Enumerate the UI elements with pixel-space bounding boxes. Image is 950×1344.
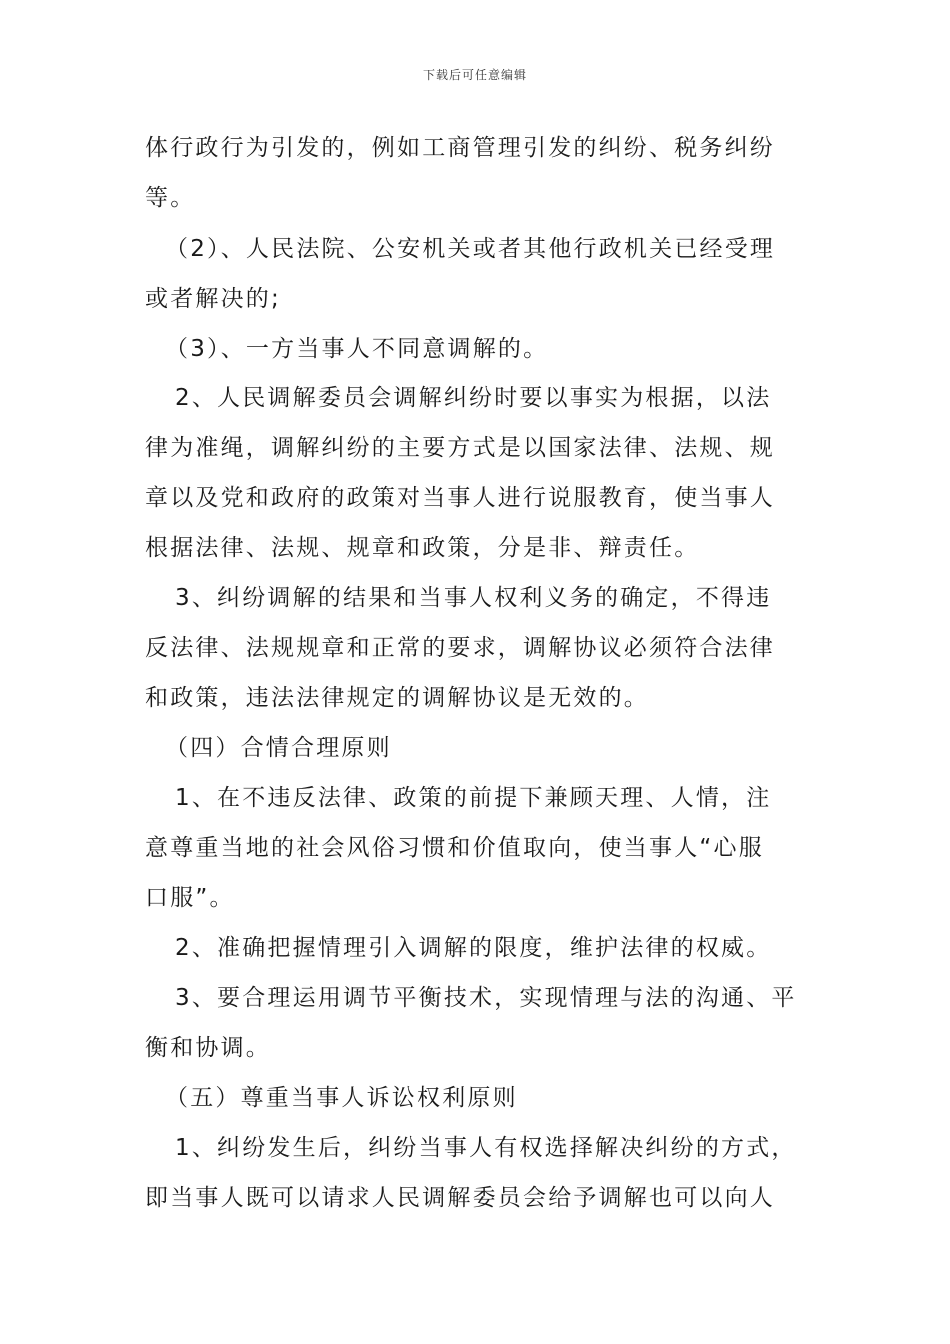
text-line: 体行政行为引发的，例如工商管理引发的纠纷、税务纠纷: [145, 135, 775, 161]
text-line: 口服”。: [145, 885, 235, 911]
text-line: （2）、人民法院、公安机关或者其他行政机关已经受理: [165, 236, 776, 262]
text-line: 3、要合理运用调节平衡技术，实现情理与法的沟通、平: [175, 985, 797, 1011]
text-line: 根据法律、法规、规章和政策，分是非、辩责任。: [145, 535, 700, 561]
text-line: 衡和协调。: [145, 1035, 271, 1061]
text-line: 意尊重当地的社会风俗习惯和价值取向，使当事人“心服: [145, 835, 764, 861]
section-heading: （五）尊重当事人诉讼权利原则: [165, 1085, 518, 1111]
page-header: 下载后可任意编辑: [422, 68, 527, 82]
text-line: （3）、一方当事人不同意调解的。: [165, 336, 549, 362]
text-line: 律为准绳，调解纠纷的主要方式是以国家法律、法规、规: [145, 435, 775, 461]
text-line: 和政策，违法法律规定的调解协议是无效的。: [145, 685, 649, 711]
text-line: 或者解决的;: [145, 286, 281, 312]
section-heading: （四）合情合理原则: [165, 735, 392, 761]
text-line: 3、纠纷调解的结果和当事人权利义务的确定，不得违: [175, 585, 772, 611]
text-line: 等。: [145, 185, 196, 211]
text-line: 即当事人既可以请求人民调解委员会给予调解也可以向人: [145, 1185, 775, 1211]
text-line: 1、在不违反法律、政策的前提下兼顾天理、人情，注: [175, 785, 772, 811]
text-line: 2、人民调解委员会调解纠纷时要以事实为根据，以法: [175, 385, 772, 411]
text-line: 反法律、法规规章和正常的要求，调解协议必须符合法律: [145, 635, 775, 661]
text-line: 1、纠纷发生后，纠纷当事人有权选择解决纠纷的方式，: [175, 1135, 797, 1161]
text-line: 2、准确把握情理引入调解的限度，维护法律的权威。: [175, 935, 772, 961]
text-line: 章以及党和政府的政策对当事人进行说服教育，使当事人: [145, 485, 775, 511]
